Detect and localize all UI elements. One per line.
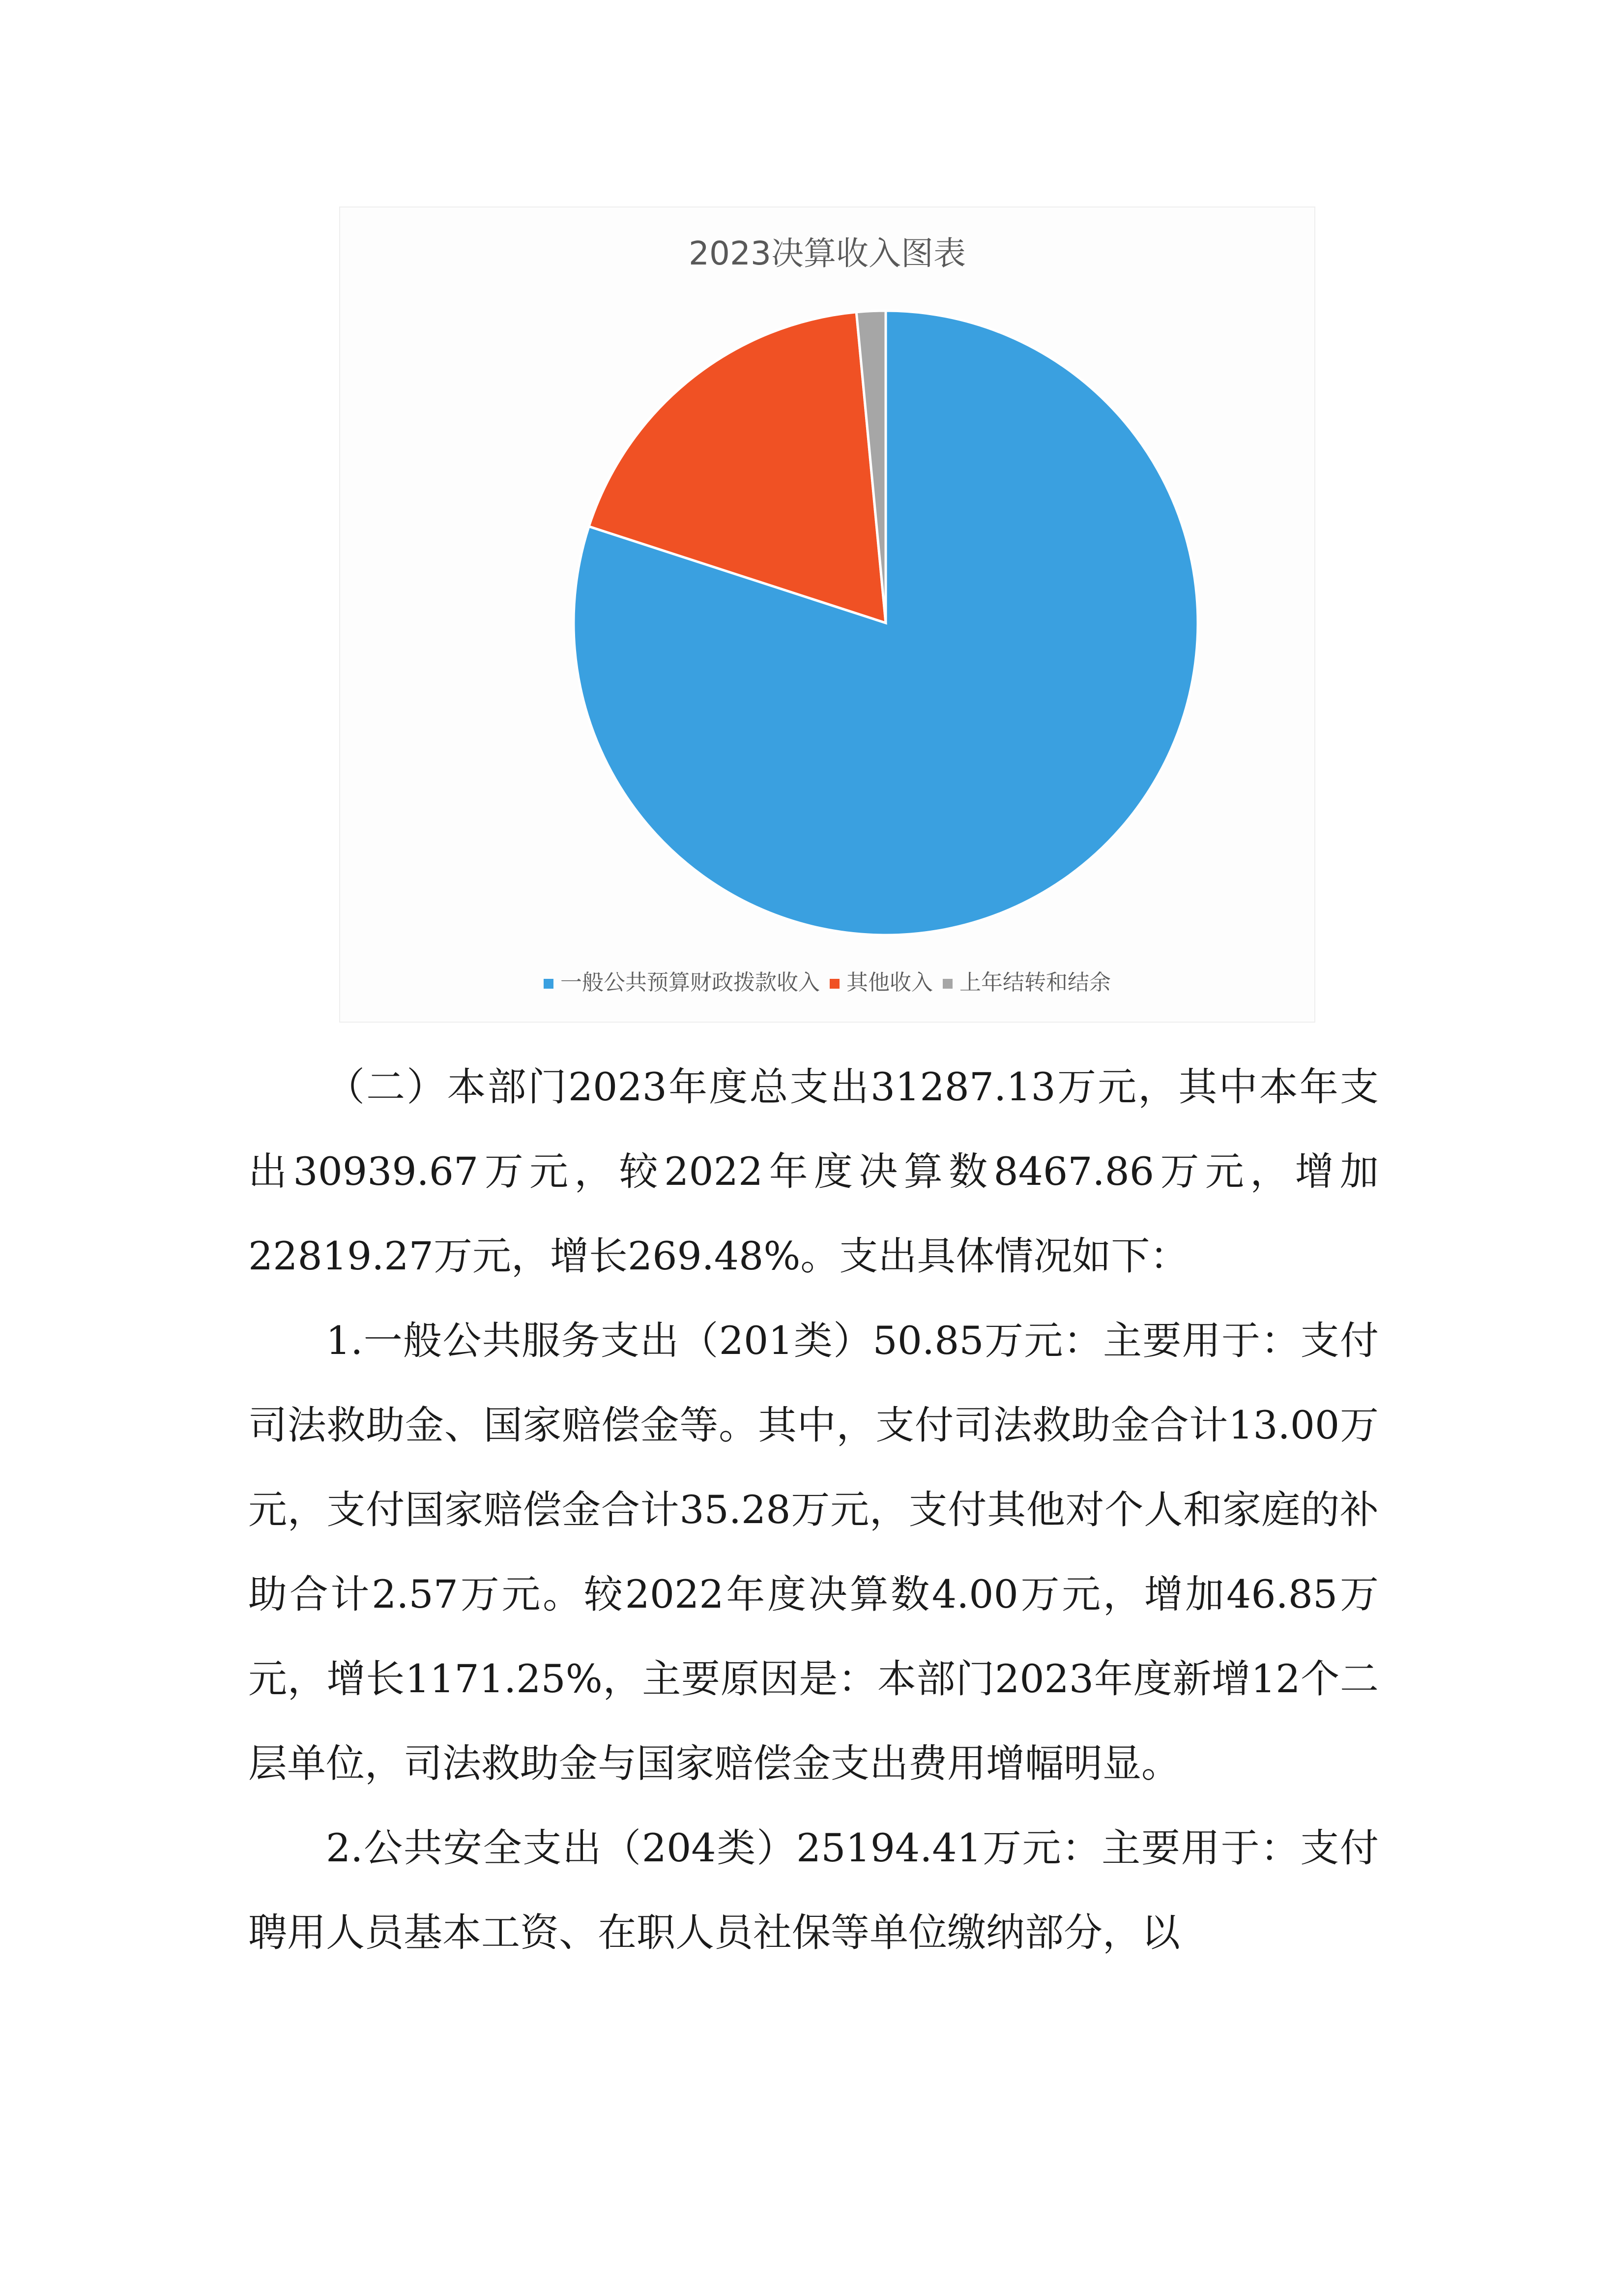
paragraph-total-expenditure: （二）本部门2023年度总支出31287.13万元，其中本年支出30939.67万元，较2022年度决算数8467.86万元，增加22819.27万元，增长269.48%。支出具体情况如下：: [248, 1064, 1379, 1279]
legend-item-1: [544, 965, 820, 996]
pie-svg: [340, 207, 1316, 1024]
legend-item-2: [830, 965, 933, 996]
legend-swatch: [544, 979, 553, 989]
body-text: [248, 1045, 1379, 1975]
paragraph-public-security: 2.公共安全支出（204类）25194.41万元：主要用于：支付聘用人员基本工资、在职人员社保等单位缴纳部分，以: [248, 1825, 1379, 1955]
legend-label: 一般公共预算财政拨款收入: [560, 970, 820, 995]
legend-label: 上年结转和结余: [959, 970, 1111, 995]
legend-swatch: [830, 979, 840, 989]
chart-title: 2023决算收入图表: [689, 235, 966, 272]
chart-legend: [340, 965, 1314, 996]
legend-item-3: [943, 965, 1111, 996]
legend-swatch: [943, 979, 953, 989]
income-pie-chart: [339, 206, 1315, 1023]
paragraph-general-public-services: 1.一般公共服务支出（201类）50.85万元：主要用于：支付司法救助金、国家赔偿金等。其中，支付司法救助金合计13.00万元，支付国家赔偿金合计35.28万元，支付其他对个人和家庭的补助合计2.57万元。较2022年度决算数4.00万元，增加46.85万元，增长1171.25%，主要原因是：本部门2023年度新增12个二层单位，司法救助金与国家赔偿金支出费用增幅明显。: [248, 1318, 1379, 1786]
legend-label: 其他收入: [846, 970, 933, 995]
